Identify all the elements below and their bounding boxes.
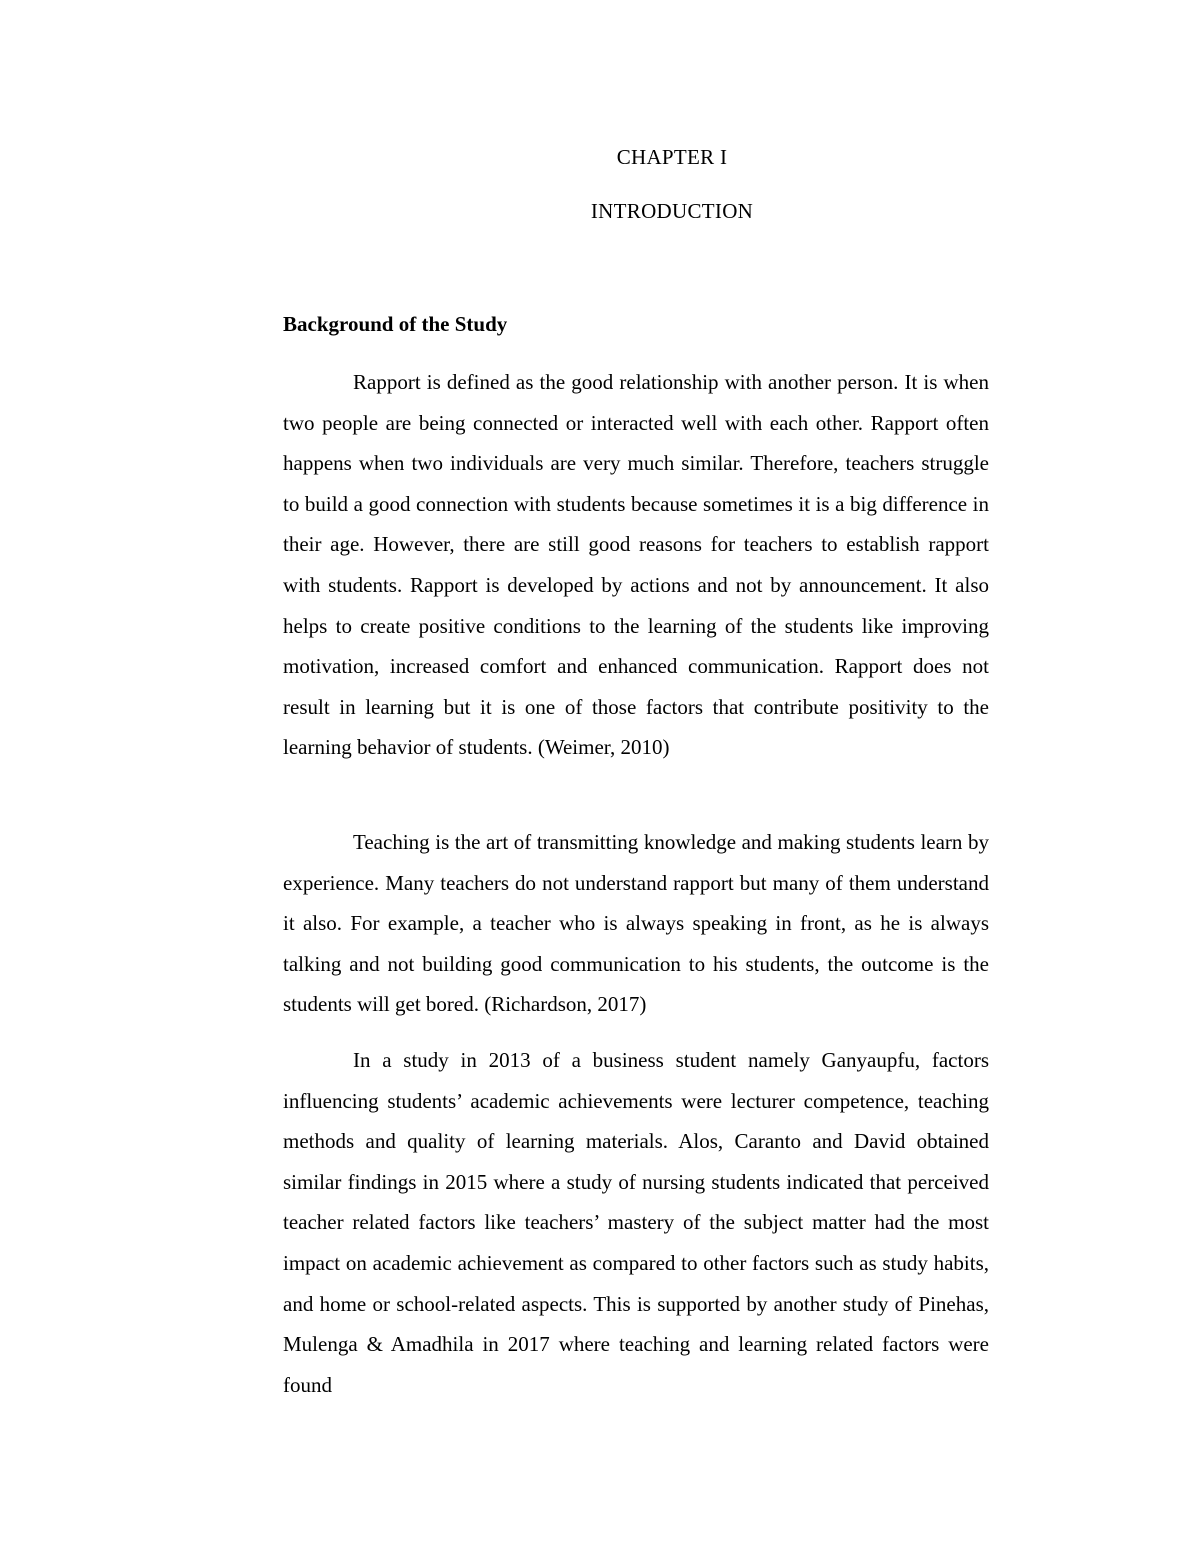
paragraph: Rapport is defined as the good relationship with another person. It is when two people are being connected or interacted well with each other. Rapport often happens when two individuals are very much similar. Therefore, teachers struggle to build a good connection with students because sometimes it is a big difference in their age. However, there are still good reasons for teachers to establish rapport with students. Rapport is developed by actions and not by announcement. It also helps to create positive conditions to the learning of the students like improving motivation, increased comfort and enhanced communication. Rapport does not result in learning but it is one of those factors that contribute positivity to the learning behavior of students. (Weimer, 2010) <box>283 370 989 760</box>
chapter-title: INTRODUCTION <box>590 199 754 223</box>
paragraph: In a study in 2013 of a business student namely Ganyaupfu, factors influencing students’ academic achievements were lecturer competence, teaching methods and quality of learning materials. Alos, Caranto and David obtained similar findings in 2015 where a study of nursing students indicated that perceived teacher related factors like teachers’ mastery of the subject matter had the most impact on academic achievement as compared to other factors such as study habits, and home or school-related aspects. This is supported by another study of Pinehas, Mulenga & Amadhila in 2017 where teaching and learning related factors were found <box>283 1048 989 1397</box>
paragraph: Teaching is the art of transmitting knowledge and making students learn by experience. Many teachers do not understand rapport but many of them understand it also. For example, a teacher who is always speaking in front, as he is always talking and not building good communication to his students, the outcome is the students will get bored. (Richardson, 2017) <box>283 830 989 1017</box>
chapter-number: CHAPTER I <box>616 145 728 169</box>
section-heading: Background of the Study <box>283 312 508 336</box>
